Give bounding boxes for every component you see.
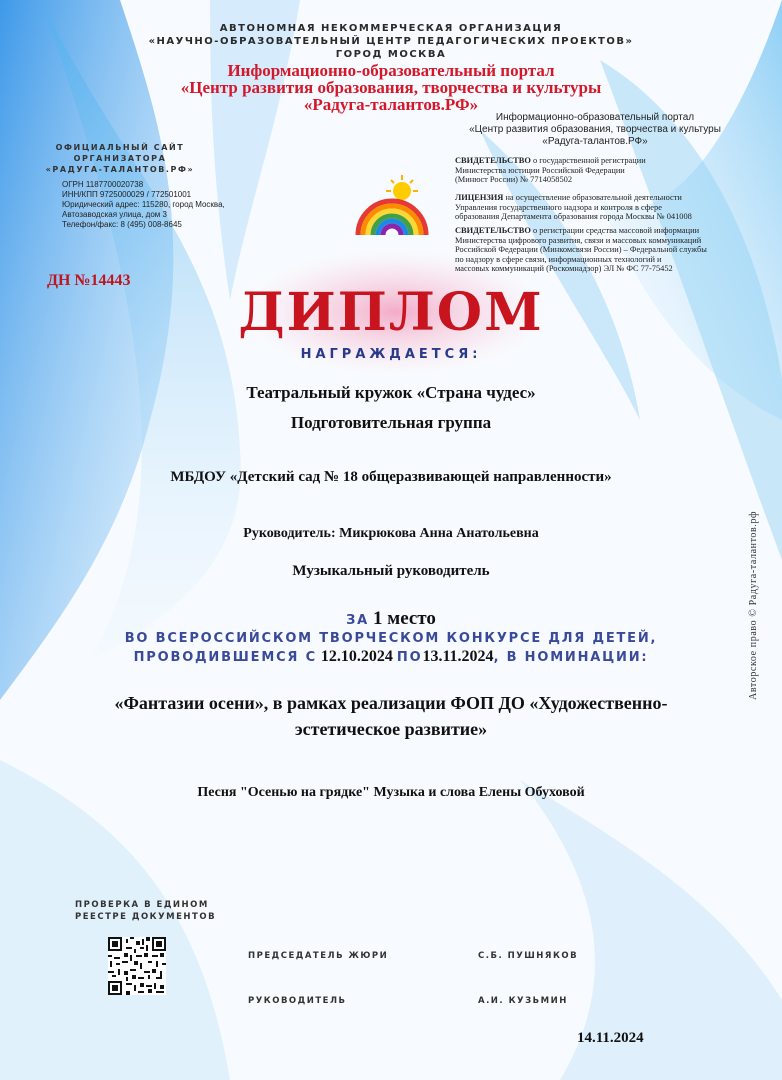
cert-line: (Минюст России) № 7714058502 (455, 175, 573, 185)
right-head-line-1: Информационно-образовательный портал (495, 112, 695, 123)
place: 1 место (373, 608, 436, 629)
media-line: Российской Федерации (Минкомсвязи России) – Федеральной службы (455, 245, 707, 255)
site-line-1: ОФИЦИАЛЬНЫЙ САЙТ (55, 143, 185, 152)
date-from: 12.10.2024 (320, 648, 393, 665)
awarded-label: НАГРАЖДАЕТСЯ: (300, 347, 482, 362)
org-line-2: «НАУЧНО-ОБРАЗОВАТЕЛЬНЫЙ ЦЕНТР ПЕДАГОГИЧЕСКИХ ПРОЕКТОВ» (148, 36, 634, 47)
site-line-3: «РАДУГА-ТАЛАНТОВ.РФ» (45, 165, 195, 174)
head-label: РУКОВОДИТЕЛЬ (248, 996, 347, 1006)
nomination-label: , В НОМИНАЦИИ: (493, 650, 649, 665)
cert-block (455, 156, 755, 185)
date-to: 13.11.2024 (422, 648, 494, 665)
institution: МБДОУ «Детский сад № 18 общеразвивающей направленности» (170, 469, 612, 485)
media-title: СВИДЕТЕЛЬСТВО (455, 226, 531, 235)
contest-line: ВО ВСЕРОССИЙСКОМ ТВОРЧЕСКОМ КОНКУРСЕ ДЛЯ ДЕТЕЙ, (124, 631, 658, 646)
org-line-1: АВТОНОМНАЯ НЕКОММЕРЧЕСКАЯ ОРГАНИЗАЦИЯ (219, 23, 563, 34)
license-line: Управления государственного надзора и контроля в сфере (455, 202, 662, 212)
diploma-number: ДН №14443 (47, 272, 131, 289)
dates-line (0, 648, 782, 666)
registry-check-label (75, 899, 216, 923)
cert-line: Министерства юстиции Российской Федерации (455, 165, 625, 175)
rainbow-sun-logo-icon (352, 175, 436, 243)
license-title: ЛИЦЕНЗИЯ (455, 193, 504, 202)
cert-line: о государственной регистрации (530, 156, 646, 165)
org-line-3: ГОРОД МОСКВА (335, 49, 447, 60)
check-line-2: РЕЕСТРЕ ДОКУМЕНТОВ (75, 912, 217, 922)
jury-chair-name: С.Б. ПУШНЯКОВ (478, 951, 579, 961)
media-line: о регистрации средства массовой информации (530, 226, 700, 235)
right-portal-head (440, 112, 750, 148)
nomination-line-1: «Фантазии осени», в рамках реализации ФОП ДО «Художественно- (114, 693, 668, 713)
diploma-title: ДИПЛОМ (238, 282, 544, 343)
site-line-2: ОРГАНИЗАТОРА (73, 154, 167, 163)
check-line-1: ПРОВЕРКА В ЕДИНОМ (75, 900, 209, 910)
leader-role: Музыкальный руководитель (292, 563, 490, 579)
media-line: массовых коммуникаций (Роскомнадзор) ЭЛ № ФС 77-75452 (455, 264, 673, 274)
recipient-line-1: Театральный кружок «Страна чудес» (246, 383, 536, 402)
right-head-line-3: «Радуга-талантов.РФ» (542, 136, 648, 147)
official-site-block (30, 142, 210, 175)
license-line: образования Департамента образования города Москвы № 041008 (455, 212, 692, 222)
reg-line: ИНН/КПП 9725000029 / 772501001 (62, 190, 192, 199)
portal-line-3: «Радуга-талантов.РФ» (303, 95, 479, 114)
recipient-line-2: Подготовительная группа (290, 413, 492, 432)
license-block (455, 193, 765, 222)
issue-date: 14.11.2024 (577, 1030, 644, 1046)
head-name: А.И. КУЗЬМИН (478, 996, 568, 1006)
reg-line: ОГРН 1187700020738 (62, 180, 144, 189)
media-line: Министерства цифрового развития, связи и массовых коммуникаций (455, 235, 702, 245)
work-title: Песня "Осенью на грядке" Музыка и слова Елены Обуховой (197, 785, 585, 800)
za-label: ЗА (346, 613, 370, 628)
media-line: по надзору в сфере связи, информационных технологий и (455, 254, 662, 264)
reg-line: Телефон/факс: 8 (495) 008-8645 (62, 220, 182, 229)
reg-line: Автозаводская улица, дом 3 (62, 210, 167, 219)
cert-title: СВИДЕТЕЛЬСТВО (455, 156, 531, 165)
portal-line-2: «Центр развития образования, творчества и культуры (180, 78, 602, 97)
right-head-line-2: «Центр развития образования, творчества и культуры (469, 124, 721, 135)
copyright-vertical: Авторское право © Радуга-талантов.рф (748, 510, 759, 700)
license-line: на осуществление образовательной деятельности (503, 193, 682, 202)
to-label: ПО (396, 650, 423, 665)
nomination-line-2: эстетическое развитие» (294, 719, 488, 739)
place-line (0, 608, 782, 630)
media-block (455, 226, 765, 274)
leader: Руководитель: Микрюкова Анна Анатольевна (243, 526, 539, 541)
portal-line-1: Информационно-образовательный портал (227, 61, 555, 80)
reg-line: Юридический адрес: 115280, город Москва, (62, 200, 225, 209)
jury-chair-label: ПРЕДСЕДАТЕЛЬ ЖЮРИ (248, 951, 389, 961)
registration-block (62, 180, 242, 230)
held-from-label: ПРОВОДИВШЕМСЯ С (133, 650, 317, 665)
qr-code-icon[interactable] (108, 937, 166, 995)
